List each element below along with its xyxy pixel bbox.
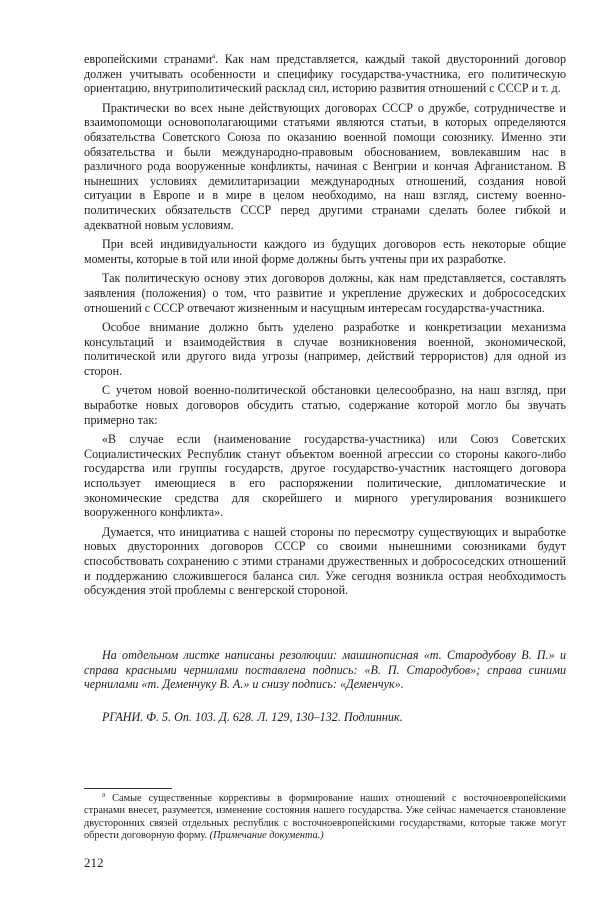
page-number: 212 (84, 855, 104, 870)
footnote-paragraph (84, 790, 566, 843)
footnote-divider (84, 788, 172, 789)
resolution-note (84, 648, 566, 692)
footnote-note: (Примечание документа.) (209, 830, 324, 842)
paragraph-text: европейскими странами$^а$. Как нам представляется, каждый такой двусторонний договор должен учитывать особенности и специфику государства-участника, его политическую ориентацию, внутриполитический расклад сил, историю развития отношений с СССР и т. д. (84, 51, 566, 96)
paragraph: С учетом новой военно-политической обстановки целесообразно, на наш взгляд, при выработке новых договоров обсудить статью, содержание которой могло бы звучать примерно так: (84, 383, 566, 427)
paragraph: «В случае если (наименование государства-участника) или Союз Советских Социалистических Республик станут объектом военной агрессии со стороны какого-либо государства или группы государств, другое государство-участник настоящего договора использует имеющиеся в его распоряжении политические, дипломатические и экономические средства для скорейшего и мирного урегулирования возникшего вооруженного конфликта». (84, 432, 566, 520)
footnote (84, 790, 566, 843)
paragraph: Практически во всех ныне действующих договорах СССР о дружбе, сотрудничестве и взаимопомощи основополагающими статьями являются статьи, в которых определяются обязательства Советского Союза по оказанию военной помощи союзнику. Именно эти обязательства и были международно-правовым обоснованием, вовлекавшим нас в различного рода вооруженные конфликты, начиная с Венгрии и кончая Афганистаном. В нынешних условиях демилитаризации международных отношений, создания новой ситуации в Европе и в мире в целом необходимо, на наш взгляд, систему военно-политических обязательств СССР перед другими странами сделать более гибкой и адекватной новым условиям. (84, 100, 566, 232)
footnote-ref-marker: а (212, 51, 216, 60)
paragraph: При всей индивидуальности каждого из будущих договоров есть некоторые общие моменты, которые в той или иной форме должны быть учтены при их разработке. (84, 237, 566, 266)
footnote-marker: а (102, 790, 106, 799)
paragraph: Так политическую основу этих договоров должны, как нам представляется, составлять заявления (положения) о том, что развитие и укрепление дружеских и добрососедских отношений с СССР отвечают жизненным и насущным интересам государства-участника. (84, 271, 566, 315)
resolution-note-text: На отдельном листке написаны резолюции: машинописная «т. Стародубову В. П.» и справа красными чернилами поставлена подпись: «В. П. Стародубов»; справа синими чернилами «т. Деменчуку В. А.» и снизу подпись: «Деменчук». (84, 648, 566, 692)
paragraph: Думается, что инициатива с нашей стороны по пересмотру существующих и выработке новых двусторонних договоров СССР со своими нынешними союзниками будут способствовать сохранению с этими странами дружественных и добрососедских отношений и поддержанию сложившегося баланса сил. Уже сегодня возникла острая необходимость обсуждения этой проблемы с венгерской стороной. (84, 524, 566, 598)
footnote-text: Самые существенные коррективы в формирование наших отношений с восточноевропейскими странами внесет, разумеется, изменение состояния нашего государства. Уже сейчас намечается становление двусторонних связей отдельных республик с восточноевропейскими государствами, которые также могут обрести договорную форму. (84, 793, 566, 842)
paragraph (84, 52, 566, 96)
main-text (84, 52, 566, 603)
paragraph: Особое внимание должно быть уделено разработке и конкретизации механизма консультаций и взаимодействия в случае возникновения военной, экономической, политической или другого вида угрозы (например, действий террористов) для одной из сторон. (84, 320, 566, 378)
archive-reference: РГАНИ. Ф. 5. Оп. 103. Д. 628. Л. 129, 130–132. Подлинник. (102, 710, 403, 724)
